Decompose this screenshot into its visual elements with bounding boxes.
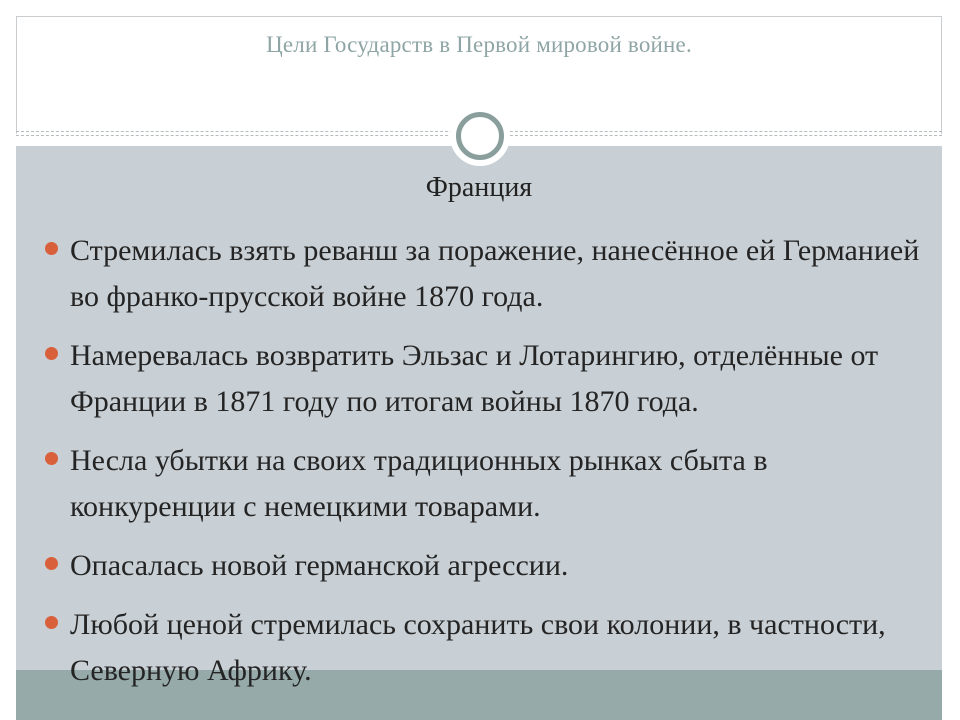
bullet-text: Несла убытки на своих традиционных рынках сбыта в конкуренции с немецкими товарами. [70,444,768,523]
bullet-text: Стремилась взять реванш за поражение, нанесённое ей Германией во франко-прусской войне 1870 года. [70,234,920,313]
bullet-item [42,543,922,589]
slide-title: Цели Государств в Первой мировой войне. [266,32,692,57]
bullet-dot-icon [45,557,58,570]
bullet-text: Намеревалась возвратить Эльзас и Лотарингию, отделённые от Франции в 1871 году по итогам войны 1870 года. [70,339,879,418]
bullet-text: Опасалась новой германской агрессии. [70,549,569,582]
slide-subtitle: Франция [425,172,533,203]
ring-icon [450,106,510,166]
bullet-text: Любой ценой стремилась сохранить свои колонии, в частности, Северную Африку. [70,608,886,687]
bullet-dot-icon [45,452,58,465]
bullet-item [42,602,922,694]
bullet-dot-icon [45,242,58,255]
bullet-list [42,228,922,707]
bullet-dot-icon [45,616,58,629]
bullet-item [42,228,922,320]
bullet-item [42,438,922,530]
bullet-item [42,333,922,425]
bullet-dot-icon [45,347,58,360]
